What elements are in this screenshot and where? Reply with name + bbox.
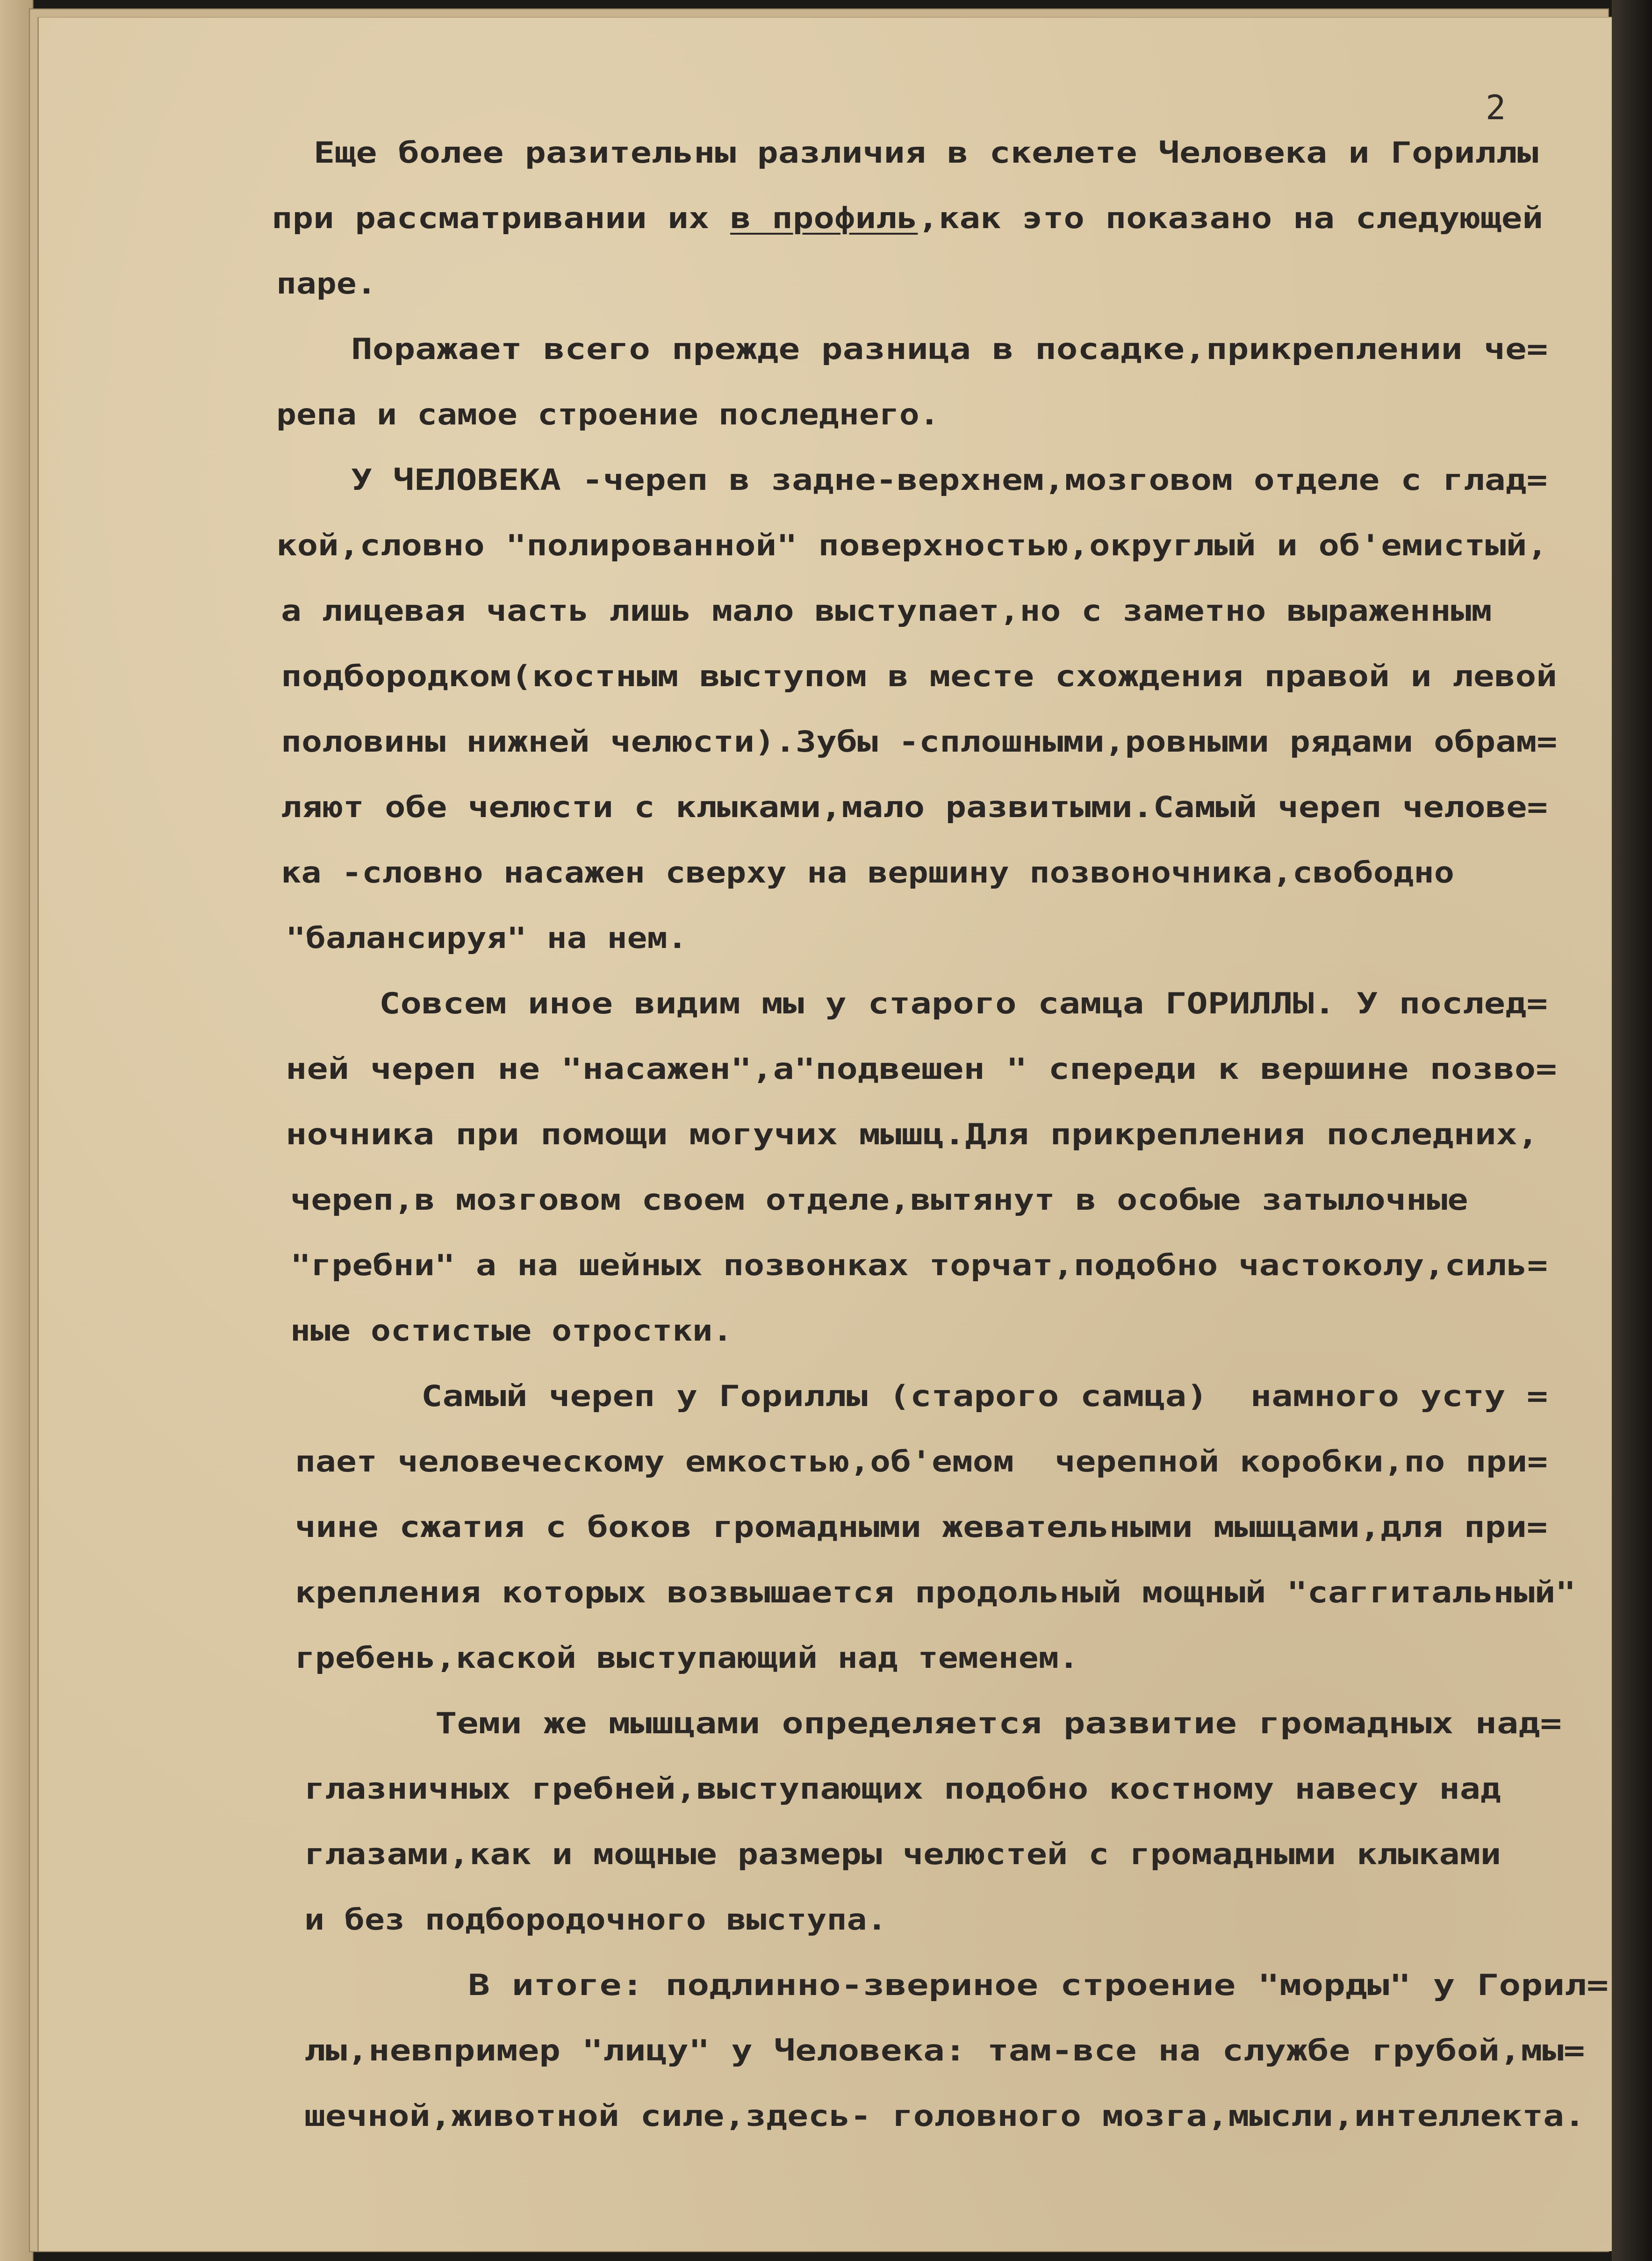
text-line bbox=[304, 1838, 1501, 1871]
text-line bbox=[379, 987, 1548, 1020]
text-line bbox=[272, 202, 1543, 235]
typewritten-page bbox=[37, 17, 1612, 2251]
text-segment: кой,словно "полированной" поверхностью,округлый и об'емистый, bbox=[276, 528, 1548, 562]
text-segment: лы,невпример "лицу" у Человека: там-все на службе грубой,мы= bbox=[304, 2033, 1585, 2067]
text-line bbox=[290, 1249, 1548, 1282]
text-segment: ,как это показано на следующей bbox=[918, 201, 1543, 235]
text-segment: Поражает всего прежде разница в посадке,прикреплении че= bbox=[351, 332, 1548, 366]
text-line bbox=[314, 136, 1538, 169]
text-segment: ляют обе челюсти с клыками,мало развитыми.Самый череп челове= bbox=[281, 790, 1548, 824]
page-number: 2 bbox=[1486, 88, 1506, 127]
text-line bbox=[304, 1903, 887, 1936]
text-segment: Самый череп у Гориллы (старого самца) намного усту = bbox=[421, 1379, 1548, 1413]
text-segment: чине сжатия с боков громадными жевательными мышцами,для при= bbox=[295, 1510, 1548, 1544]
text-line bbox=[281, 660, 1557, 693]
text-line bbox=[276, 267, 377, 300]
text-line bbox=[421, 1380, 1548, 1413]
text-line bbox=[281, 725, 1557, 758]
text-line bbox=[286, 922, 687, 955]
text-line bbox=[286, 1118, 1538, 1151]
text-segment: и без подбородочного выступа. bbox=[304, 1902, 887, 1937]
text-line bbox=[304, 2100, 1585, 2132]
text-line bbox=[295, 1511, 1548, 1543]
text-segment: Еще более разительны различия в скелете Человека и Гориллы bbox=[314, 136, 1538, 170]
text-segment: У ЧЕЛОВЕКА -череп в задне-верхнем,мозговом отделе с глад= bbox=[351, 463, 1548, 497]
text-segment: Совсем иное видим мы у старого самца ГОРИЛЛЫ. У послед= bbox=[379, 986, 1548, 1020]
text-line bbox=[295, 1642, 1079, 1674]
text-line bbox=[304, 2034, 1585, 2067]
text-line bbox=[351, 464, 1548, 496]
text-line bbox=[276, 398, 940, 431]
text-segment: а лицевая часть лишь мало выступает,но с заметно выраженным bbox=[281, 594, 1492, 628]
text-segment: "гребни" а на шейных позвонках торчат,подобно частоколу,силь= bbox=[290, 1248, 1548, 1282]
text-segment: ней череп не "насажен",а"подвешен " спереди к вершине позво= bbox=[286, 1052, 1557, 1086]
text-line bbox=[276, 529, 1548, 562]
text-segment: подбородком(костным выступом в месте схождения правой и левой bbox=[281, 659, 1557, 693]
text-segment: череп,в мозговом своем отделе,вытянут в особые затылочные bbox=[290, 1183, 1468, 1217]
text-segment: пает человеческому емкостью,об'емом черепной коробки,по при= bbox=[295, 1444, 1548, 1479]
text-segment: паре. bbox=[276, 266, 377, 301]
text-line bbox=[290, 1184, 1468, 1216]
text-line bbox=[351, 333, 1548, 366]
text-line bbox=[281, 856, 1454, 889]
text-line bbox=[435, 1707, 1562, 1740]
underlined-phrase: в профиль bbox=[730, 201, 918, 235]
text-line bbox=[281, 595, 1492, 627]
text-segment: репа и самое строение последнего. bbox=[276, 397, 940, 431]
text-segment: ночника при помощи могучих мышц.Для прикрепления последних, bbox=[286, 1117, 1539, 1151]
text-segment: половины нижней челюсти).Зубы -сплошными,ровными рядами обрам= bbox=[281, 725, 1558, 759]
text-segment: при рассматривании их bbox=[272, 201, 730, 235]
text-segment: В итоге: подлинно-звериное строение "морды" у Горил= bbox=[468, 1968, 1609, 2002]
text-segment: шечной,животной силе,здесь- головного мозга,мысли,интеллекта. bbox=[304, 2099, 1585, 2133]
text-segment: глазами,как и мощные размеры челюстей с громадными клыками bbox=[304, 1837, 1501, 1871]
text-segment: глазничных гребней,выступающих подобно костному навесу над bbox=[304, 1772, 1501, 1806]
text-line bbox=[290, 1314, 733, 1347]
text-line bbox=[304, 1773, 1501, 1805]
text-segment: ные остистые отростки. bbox=[290, 1314, 733, 1348]
scan-right-edge bbox=[1612, 0, 1652, 2261]
text-segment: ка -словно насажен сверху на вершину позвоночника,свободно bbox=[281, 855, 1454, 890]
text-line bbox=[286, 1053, 1557, 1085]
text-segment: Теми же мышцами определяется развитие громадных над= bbox=[435, 1706, 1562, 1740]
text-line bbox=[281, 791, 1548, 824]
text-segment: "балансируя" на нем. bbox=[286, 921, 688, 955]
text-segment: гребень,каской выступающий над теменем. bbox=[295, 1641, 1079, 1675]
text-line bbox=[295, 1576, 1576, 1609]
text-segment: крепления которых возвышается продольный мощный "саггитальный" bbox=[295, 1575, 1576, 1609]
text-line bbox=[468, 1969, 1609, 2002]
text-line bbox=[295, 1445, 1548, 1478]
